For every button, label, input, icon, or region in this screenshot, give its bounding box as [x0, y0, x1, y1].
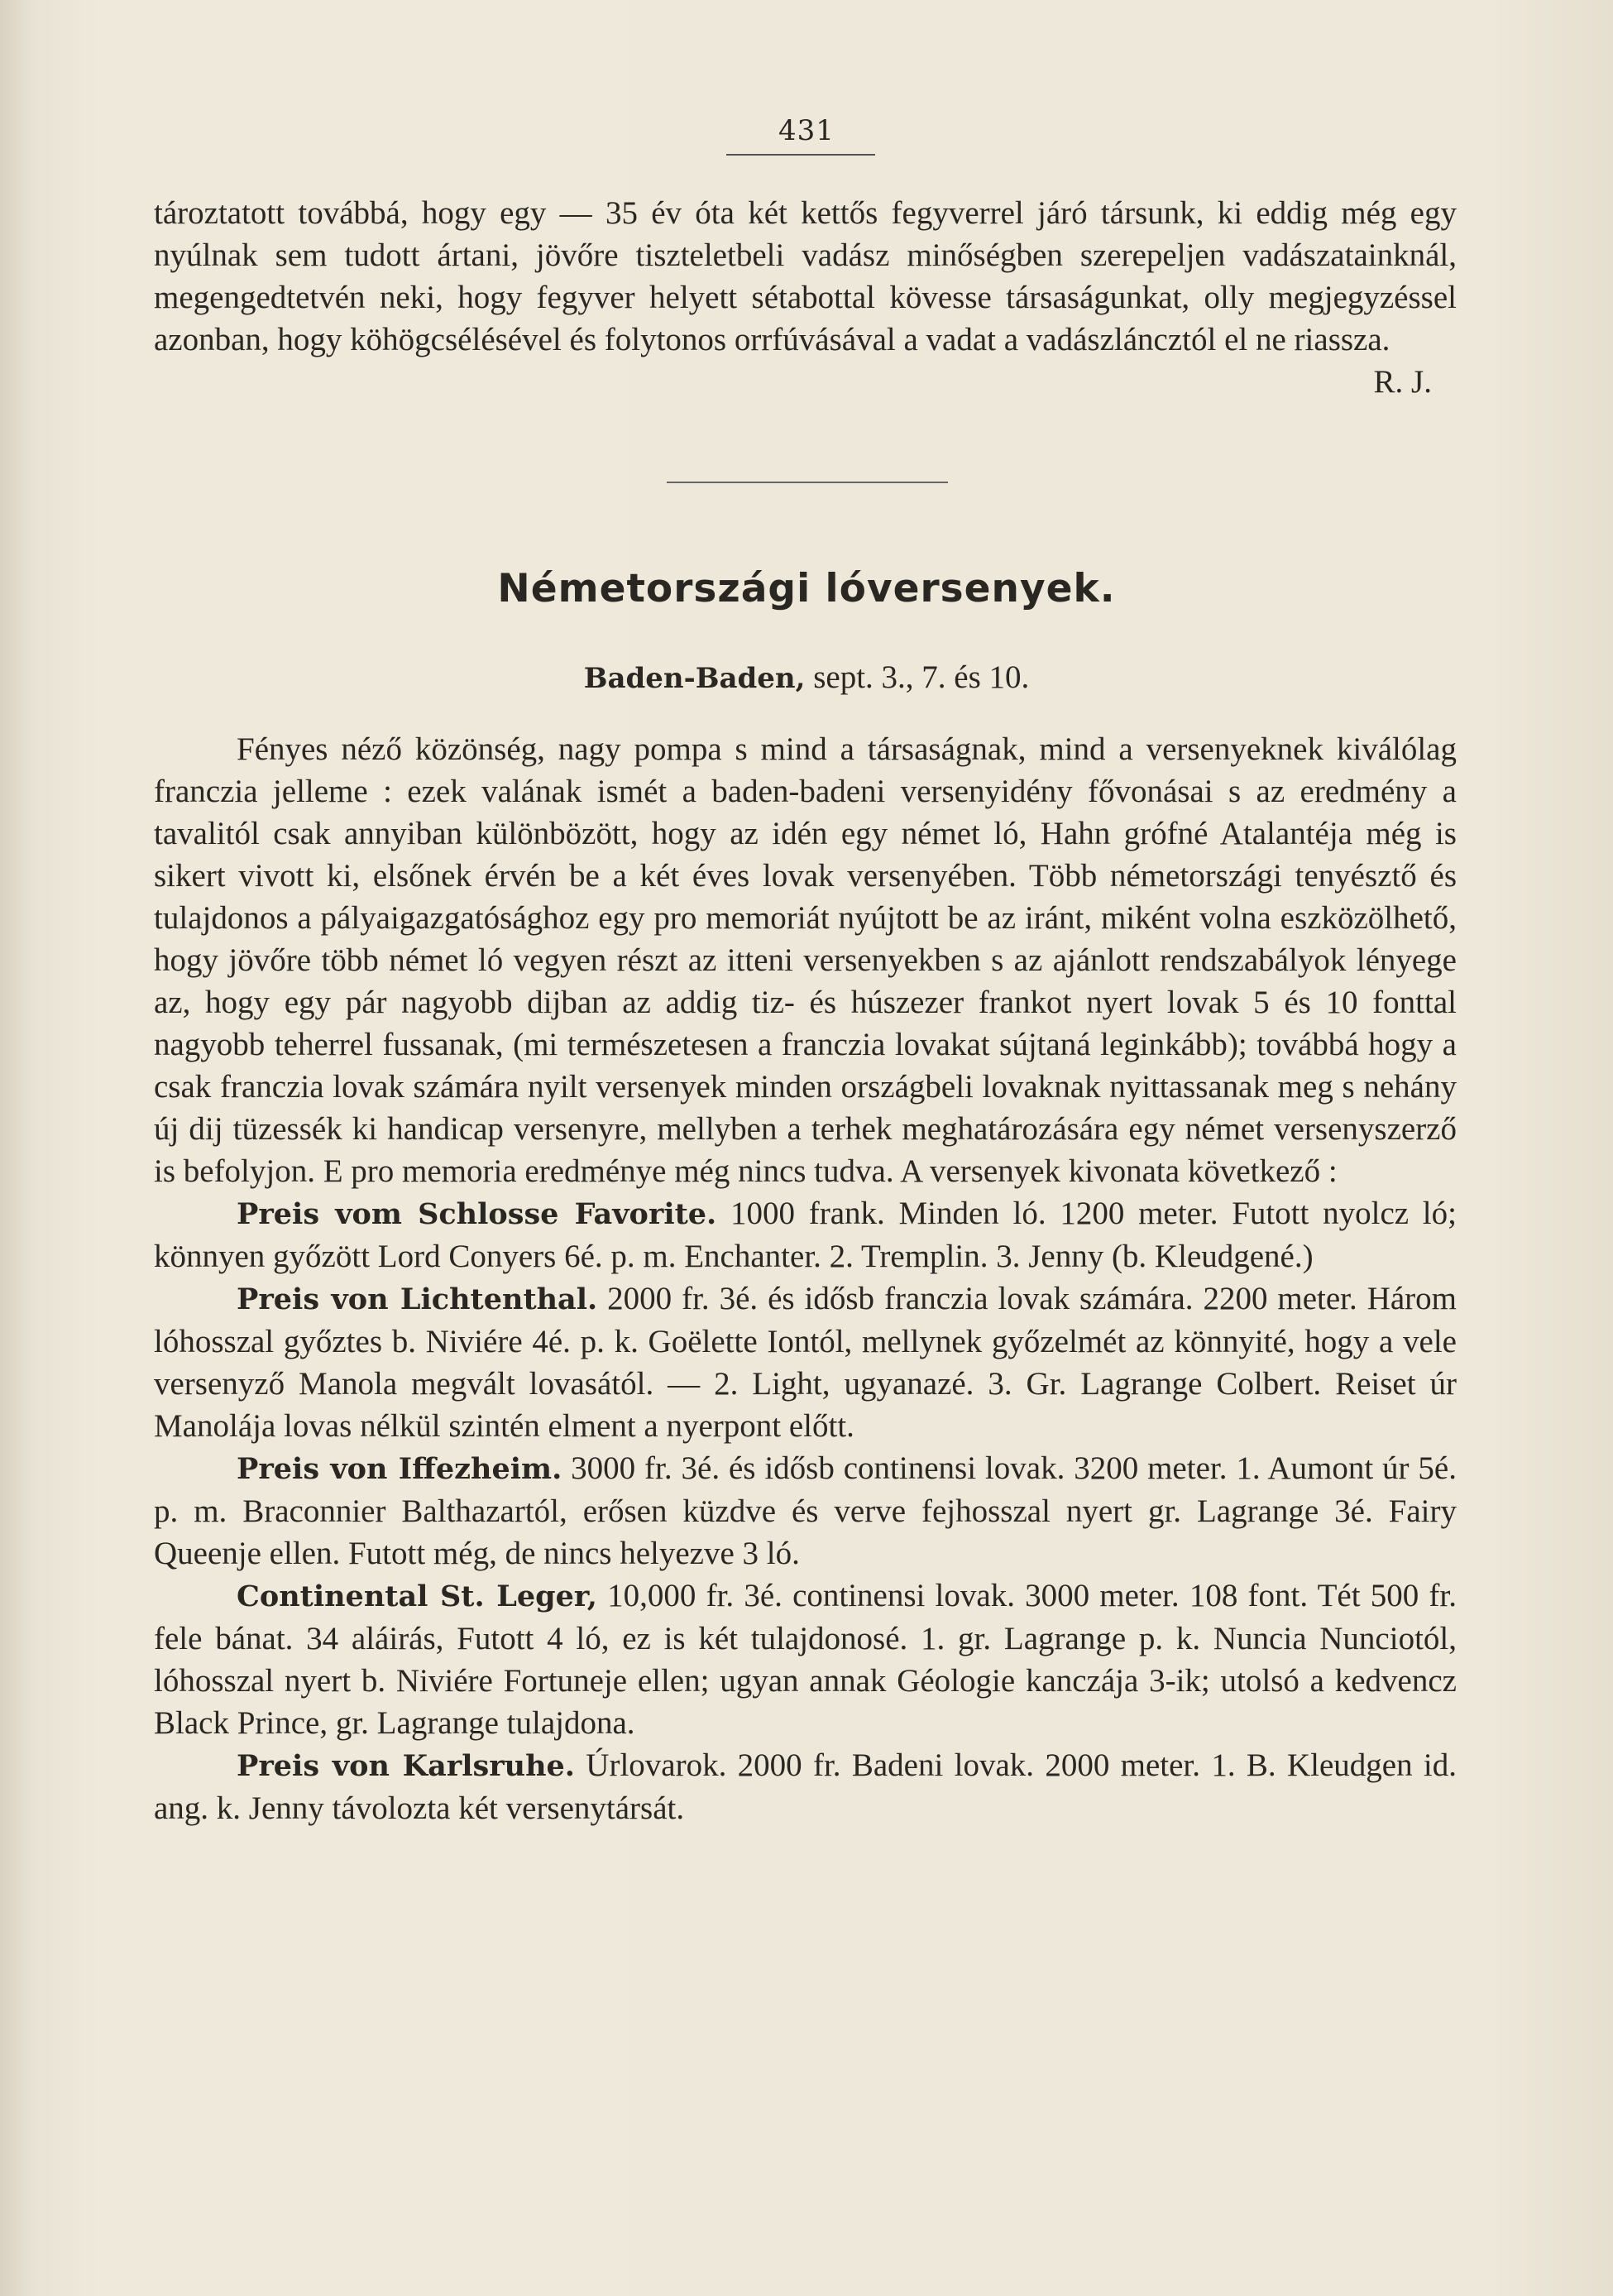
- race-text: 10,000 fr. 3é. continensi lovak. 3000 meter. 108 font. Tét 500 fr. fele bánat. 34 aláirás, Futott 4 ló, ez is két tulajdonosé. 1. gr. Lagrange p. k. Nuncia Nunciotól, lóhosszal nyert b. Niviére Fortuneje ellen; ugyan annak Géologie kanczája 3-ik; utolsó a kedvencz Black Prince, gr. Lagrange tulajdona.: [154, 1578, 1457, 1741]
- page-number-rule: [726, 154, 875, 156]
- section-divider: [667, 482, 948, 483]
- race-paragraph: [154, 1192, 1457, 1277]
- race-name: Preis vom Schlosse Favorite.: [237, 1197, 717, 1231]
- race-text: Úrlovarok. 2000 fr. Badeni lovak. 2000 meter. 1. B. Kleudgen id. ang. k. Jenny távolozta két versenytársát.: [154, 1747, 1457, 1826]
- race-name: Continental St. Leger,: [237, 1579, 597, 1613]
- intro-signature: R. J.: [1373, 364, 1432, 400]
- intro-paragraph: [154, 192, 1457, 403]
- race-paragraph: [154, 1744, 1457, 1829]
- race-text: 2000 fr. 3é. és idősb franczia lovak számára. 2200 meter. Három lóhosszal győztes b. Niviére 4é. p. k. Goëlette Iontól, mellynek győzelmét az könnyité, hogy a vele versenyző Manola megvált lovasától. — 2. Light, ugyanazé. 3. Gr. Lagrange Colbert. Reiset úr Manolája lovas nélkül szintén elment a nyerpont előtt.: [154, 1281, 1457, 1444]
- article-title: Németországi lóversenyek.: [497, 566, 1116, 611]
- article-body: [154, 728, 1457, 1829]
- opening-paragraph: Fényes néző közönség, nagy pompa s mind a társaságnak, mind a versenyeknek kiválólag franczia jelleme : ezek valának ismét a baden-badeni versenyidény fővonásai s az eredmény a tavalitól csak annyiban különbözött, hogy az idén egy német ló, Hahn grófné Atalantéja még is sikert vivott ki, elsőnek érvén be a két éves lovak versenyében. Több németországi tenyésztő és tulajdonos a pályaigazgatósághoz egy pro memoriát nyújtott be az iránt, miként volna eszközölhető, hogy jövőre több német ló vegyen részt az itteni versenyekben s az ajánlott rendszabályok lényege az, hogy egy pár nagyobb dijban az addig tiz- és húszezer frankot nyert lovak 5 és 10 fonttal nagyobb teherrel fussanak, (mi természetesen a franczia lovakat sújtaná leginkább); továbbá hogy a csak franczia lovak számára nyilt versenyek minden országbeli lovaknak nyittassanak meg s nehány új dij tüzessék ki handicap versenyre, mellyben a terhek meghatározására egy német versenyszerző is befolyjon. E pro memoria eredménye még nincs tudva. A versenyek kivonata következő :: [154, 731, 1457, 1189]
- race-name: Preis von Lichtenthal.: [237, 1282, 598, 1316]
- race-paragraph: [154, 1575, 1457, 1744]
- page-number: 431: [778, 114, 835, 147]
- race-paragraph: [154, 1277, 1457, 1447]
- intro-text: tároztatott továbbá, hogy egy — 35 év óta két kettős fegyverrel járó társunk, ki eddig még egy nyúlnak sem tudott ártani, jövőre tiszteletbeli vadász minőségben szerepeljen vadászatainknál, megengedtetvén neki, hogy fegyver helyett sétabottal kövesse társaságunkat, olly megjegyzéssel azonban, hogy köhögcsélésével és folytonos orrfúvásával a vadat a vadászlánсztól el ne riassza.: [154, 195, 1457, 357]
- race-paragraph: [154, 1447, 1457, 1575]
- race-text: 3000 fr. 3é. és idősb continensi lovak. 3200 meter. 1. Aumont úr 5é. p. m. Braconnier Balthazartól, erősen küzdve és verve fejhosszal nyert gr. Lagrange 3é. Fairy Queenje ellen. Futott még, de nincs helyezve 3 ló.: [154, 1450, 1457, 1571]
- subtitle-dates: sept. 3., 7. és 10.: [805, 659, 1030, 695]
- subtitle-place: Baden-Baden,: [583, 662, 806, 695]
- article-subtitle: [0, 659, 1613, 696]
- race-text: 1000 frank. Minden ló. 1200 meter. Futott nyolcz ló; könnyen győzött Lord Conyers 6é. p. m. Enchanter. 2. Tremplin. 3. Jenny (b. Kleudgené.): [154, 1196, 1457, 1274]
- race-name: Preis von Iffezheim.: [237, 1452, 562, 1486]
- race-name: Preis von Karlsruhe.: [237, 1749, 575, 1783]
